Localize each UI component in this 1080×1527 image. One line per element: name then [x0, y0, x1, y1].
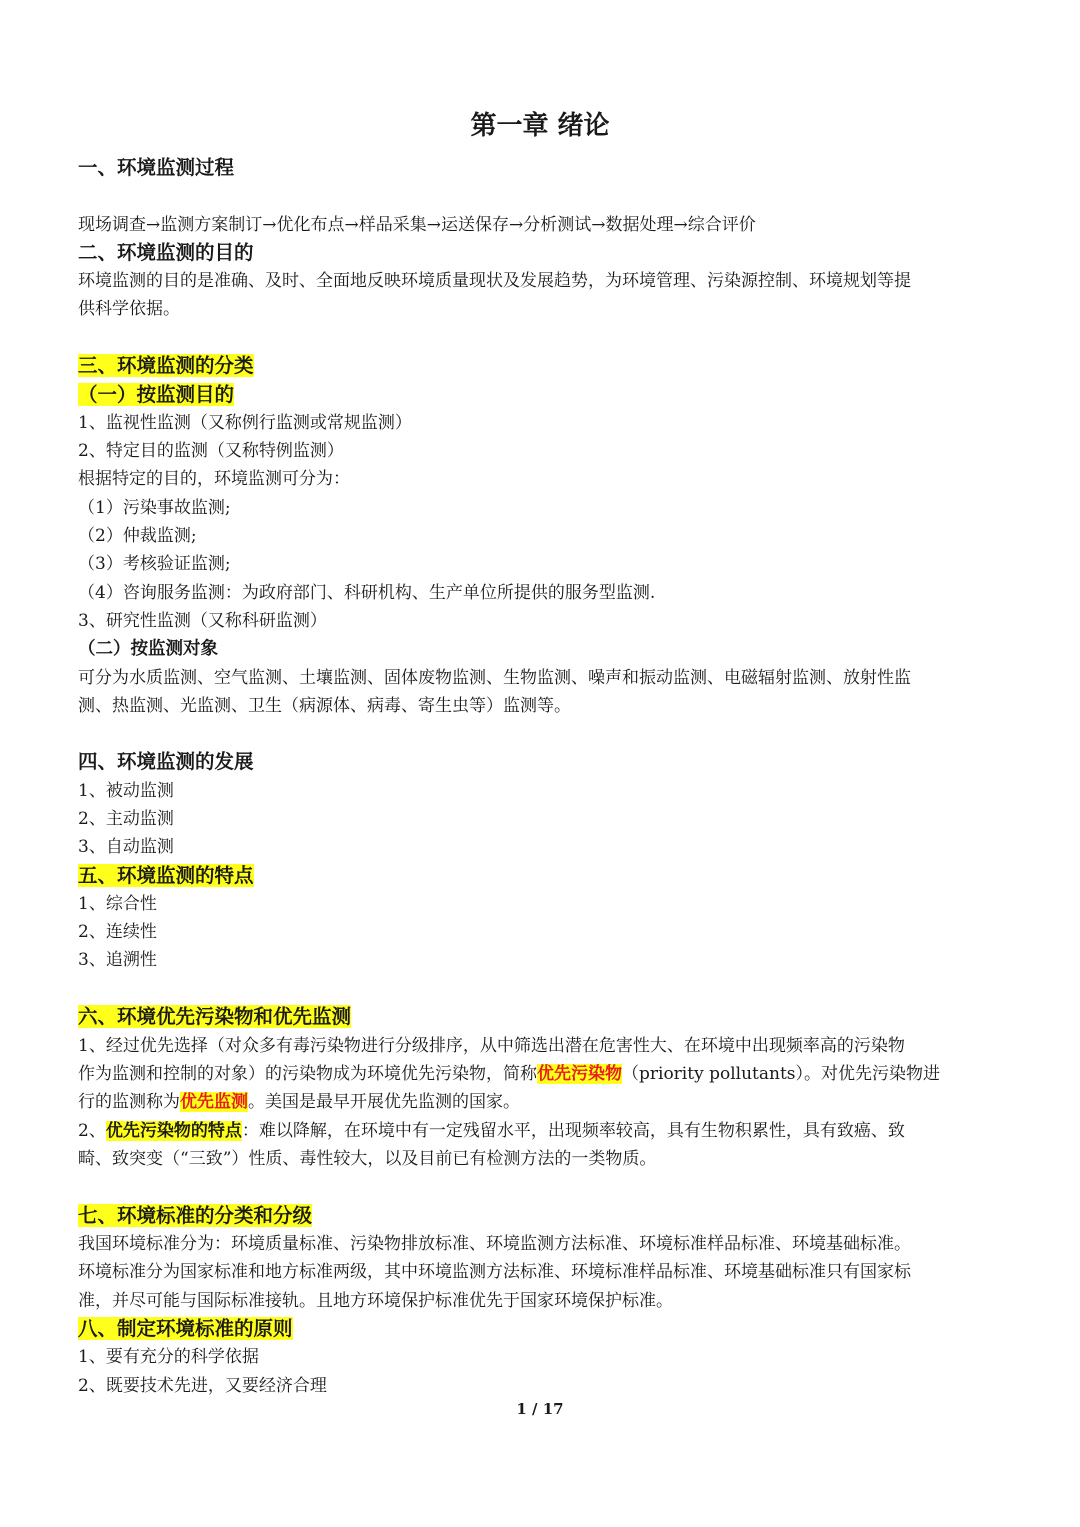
- section-3-heading: 三、环境监测的分类: [78, 354, 254, 377]
- list-item: 2、连续性: [78, 922, 157, 942]
- list-item: 3、自动监测: [78, 837, 174, 857]
- list-item: 1、被动监测: [78, 781, 174, 801]
- section-2-heading: 二、环境监测的目的: [78, 241, 254, 264]
- purpose-text-line-1: 环境监测的目的是准确、及时、全面地反映环境质量现状及发展趋势，为环境管理、污染源控制、环境规划等提: [78, 271, 911, 291]
- object-text-line-2: 测、热监测、光监测、卫生（病源体、病毒、寄生虫等）监测等。: [78, 696, 571, 716]
- highlight-priority-pollutants: 优先污染物: [537, 1064, 622, 1084]
- object-text-line-1: 可分为水质监测、空气监测、土壤监测、固体废物监测、生物监测、噪声和振动监测、电磁辐射监测、放射性监: [78, 668, 911, 688]
- list-item: （3）考核验证监测;: [78, 554, 231, 574]
- list-item: 2、特定目的监测（又称特例监测）: [78, 441, 344, 461]
- list-item: 2、主动监测: [78, 809, 174, 829]
- highlight-priority-monitoring: 优先监测: [180, 1092, 248, 1112]
- features-text-line-2: 畸、致突变（“三致”）性质、毒性较大，以及目前已有检测方法的一类物质。: [78, 1149, 657, 1169]
- purpose-text-line-2: 供科学依据。: [78, 299, 180, 319]
- features-text-line-1: 2、优先污染物的特点：难以降解，在环境中有一定残留水平，出现频率较高，具有生物积累性，具有致癌、致: [78, 1121, 905, 1141]
- section-6-heading: 六、环境优先污染物和优先监测: [78, 1005, 352, 1028]
- list-item: 3、研究性监测（又称科研监测）: [78, 611, 327, 631]
- priority-text-line-2: 作为监测和控制的对象）的污染物成为环境优先污染物，简称优先污染物（priority pollutants）。对优先污染物进: [78, 1064, 940, 1084]
- list-item: （4）咨询服务监测：为政府部门、科研机构、生产单位所提供的服务型监测.: [78, 583, 656, 603]
- section-5-heading: 五、环境监测的特点: [78, 864, 254, 887]
- list-item: （2）仲裁监测;: [78, 526, 197, 546]
- list-item: 根据特定的目的，环境监测可分为：: [78, 469, 350, 489]
- list-item: 2、既要技术先进，又要经济合理: [78, 1376, 327, 1396]
- page-number: 1 / 17: [516, 1400, 564, 1418]
- section-7-heading: 七、环境标准的分类和分级: [78, 1204, 313, 1227]
- section-8-heading: 八、制定环境标准的原则: [78, 1317, 293, 1340]
- priority-text-line-1: 1、经过优先选择（对众多有毒污染物进行分级排序，从中筛选出潜在危害性大、在环境中出现频率高的污染物: [78, 1036, 905, 1056]
- standards-text-line-3: 准，并尽可能与国际标准接轨。且地方环境保护标准优先于国家环境保护标准。: [78, 1291, 673, 1311]
- list-item: 1、监视性监测（又称例行监测或常规监测）: [78, 413, 412, 433]
- list-item: （1）污染事故监测;: [78, 498, 231, 518]
- subsection-by-object: （二）按监测对象: [78, 639, 218, 659]
- chapter-title: 第一章 绪论: [470, 111, 610, 141]
- highlight-pollutant-features: 优先污染物的特点: [105, 1121, 242, 1141]
- list-item: 3、追溯性: [78, 950, 157, 970]
- subsection-by-purpose: （一）按监测目的: [78, 383, 235, 406]
- list-item: 1、要有充分的科学依据: [78, 1347, 259, 1367]
- section-1-heading: 一、环境监测过程: [78, 156, 235, 179]
- standards-text-line-1: 我国环境标准分为：环境质量标准、污染物排放标准、环境监测方法标准、环境标准样品标准、环境基础标准。: [78, 1234, 911, 1254]
- priority-text-line-3: 行的监测称为优先监测。美国是最早开展优先监测的国家。: [78, 1092, 520, 1112]
- process-flow-text: 现场调查→监测方案制订→优化布点→样品采集→运送保存→分析测试→数据处理→综合评价: [78, 215, 756, 235]
- list-item: 1、综合性: [78, 894, 157, 914]
- section-4-heading: 四、环境监测的发展: [78, 750, 254, 773]
- standards-text-line-2: 环境标准分为国家标准和地方标准两级，其中环境监测方法标准、环境标准样品标准、环境基础标准只有国家标: [78, 1262, 911, 1282]
